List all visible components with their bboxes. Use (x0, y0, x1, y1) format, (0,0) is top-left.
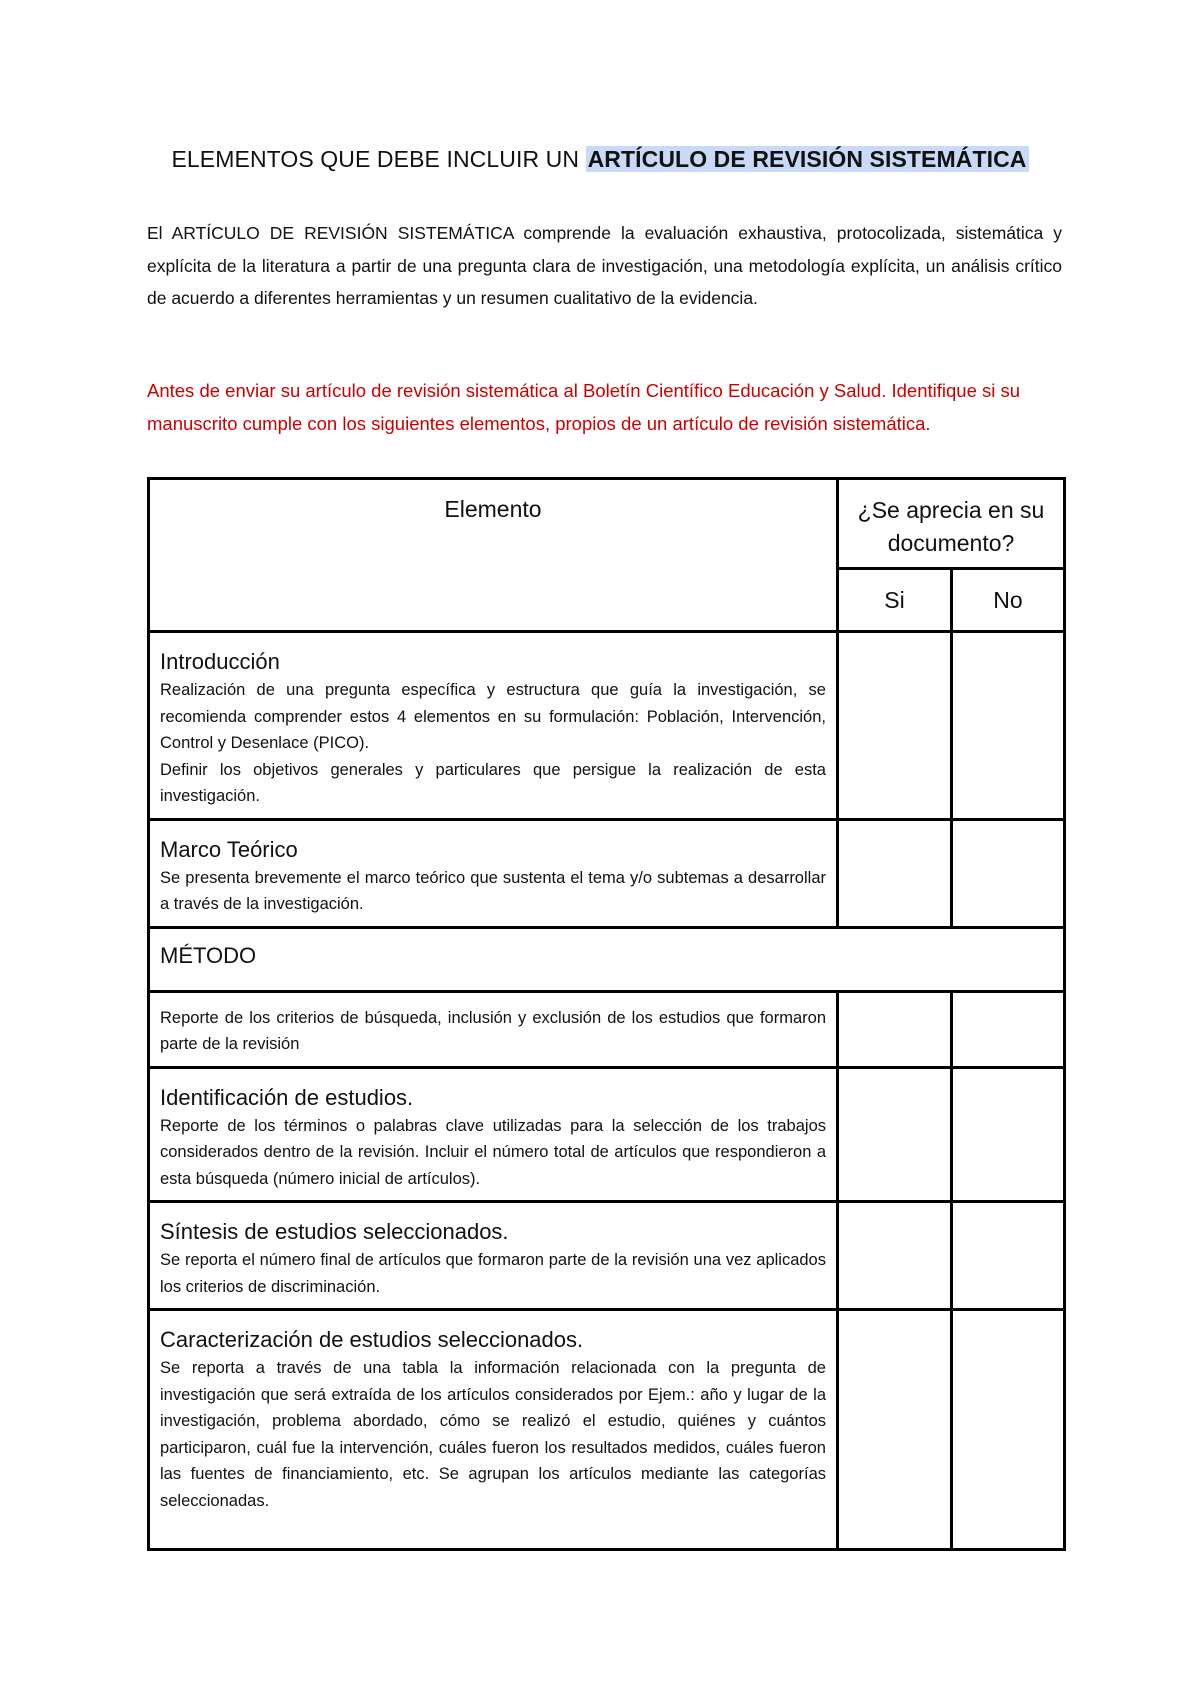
section-row (149, 927, 1065, 991)
header-yes: Si (838, 569, 952, 632)
element-cell (149, 1067, 838, 1202)
element-heading: Caracterización de estudios seleccionados. (160, 1327, 584, 1352)
element-heading: Marco Teórico (160, 836, 298, 862)
table-row (149, 1202, 1065, 1310)
table-row (149, 991, 1065, 1067)
element-cell (149, 1202, 838, 1310)
table-row (149, 819, 1065, 927)
element-cell (149, 632, 838, 820)
title-highlight: ARTÍCULO DE REVISIÓN SISTEMÁTICA (587, 146, 1027, 172)
no-checkbox-cell[interactable] (952, 819, 1065, 927)
element-description: Se reporta el número final de artículos que formaron parte de la revisión una vez aplicados los criterios de discriminación. (160, 1251, 826, 1296)
no-checkbox-cell[interactable] (952, 1202, 1065, 1310)
element-description: Reporte de los criterios de búsqueda, inclusión y exclusión de los estudios que formaron parte de la revisión (160, 1008, 826, 1053)
no-checkbox-cell[interactable] (952, 991, 1065, 1067)
table-row (149, 632, 1065, 820)
table-row (149, 1067, 1065, 1202)
no-checkbox-cell[interactable] (952, 1310, 1065, 1550)
yes-checkbox-cell[interactable] (838, 819, 952, 927)
element-cell (149, 819, 838, 927)
element-description: Realización de una pregunta específica y estructura que guía la investigación, se recomienda comprender estos 4 elementos en su formulación: Población, Intervención, Control y Desenlace (PICO). (160, 681, 826, 752)
section-title: MÉTODO (149, 927, 1065, 991)
element-description: Reporte de los términos o palabras clave utilizadas para la selección de los trabajos considerados dentro de la revisión. Incluir el número total de artículos que respondieron a esta búsqueda (número inicial de artículos). (160, 1116, 826, 1188)
yes-checkbox-cell[interactable] (838, 1310, 952, 1550)
title-prefix: ELEMENTOS QUE DEBE INCLUIR UN (171, 146, 586, 172)
element-heading: Introducción (160, 649, 280, 674)
header-element: Elemento (149, 479, 838, 632)
header-no: No (952, 569, 1065, 632)
document-title (0, 146, 1200, 173)
yes-checkbox-cell[interactable] (838, 1202, 952, 1310)
notice-paragraph: Antes de enviar su artículo de revisión sistemática al Boletín Científico Educación y Salud. Identifique si su manuscrito cumple con los siguientes elementos, propios de un artículo de revisión sistemática. (147, 380, 1021, 434)
element-heading: Identificación de estudios. (160, 1084, 414, 1110)
table-row (149, 1310, 1065, 1550)
yes-checkbox-cell[interactable] (838, 632, 952, 820)
no-checkbox-cell[interactable] (952, 1067, 1065, 1202)
yes-checkbox-cell[interactable] (838, 1067, 952, 1202)
element-description: Se presenta brevemente el marco teórico que sustenta el tema y/o subtemas a desarrollar a través de la investigación. (160, 868, 826, 913)
element-description: Se reporta a través de una tabla la información relacionada con la pregunta de investigación que será extraída de los artículos considerados por Ejem.: año y lugar de la investigación, problema abordado, cómo se realizó el estudio, quiénes y cuántos participaron, cuál fue la intervención, cuáles fueron los resultados medidos, cuáles fueron las fuentes de financiamiento, etc. Se agrupan los artículos mediante las categorías seleccionadas. (160, 1359, 826, 1510)
checklist-table (147, 477, 1066, 1551)
yes-checkbox-cell[interactable] (838, 991, 952, 1067)
no-checkbox-cell[interactable] (952, 632, 1065, 820)
header-question: ¿Se aprecia en su documento? (838, 479, 1065, 569)
element-cell (149, 991, 838, 1067)
element-heading: Síntesis de estudios seleccionados. (160, 1219, 509, 1244)
element-description: Definir los objetivos generales y particulares que persigue la realización de esta investigación. (160, 760, 826, 805)
intro-paragraph: El ARTÍCULO DE REVISIÓN SISTEMÁTICA comprende la evaluación exhaustiva, protocolizada, sistemática y explícita de la literatura a partir de una pregunta clara de investigación, una metodología explícita, un análisis crítico de acuerdo a diferentes herramientas y un resumen cualitativo de la evidencia. (147, 223, 1062, 308)
element-cell (149, 1310, 838, 1550)
